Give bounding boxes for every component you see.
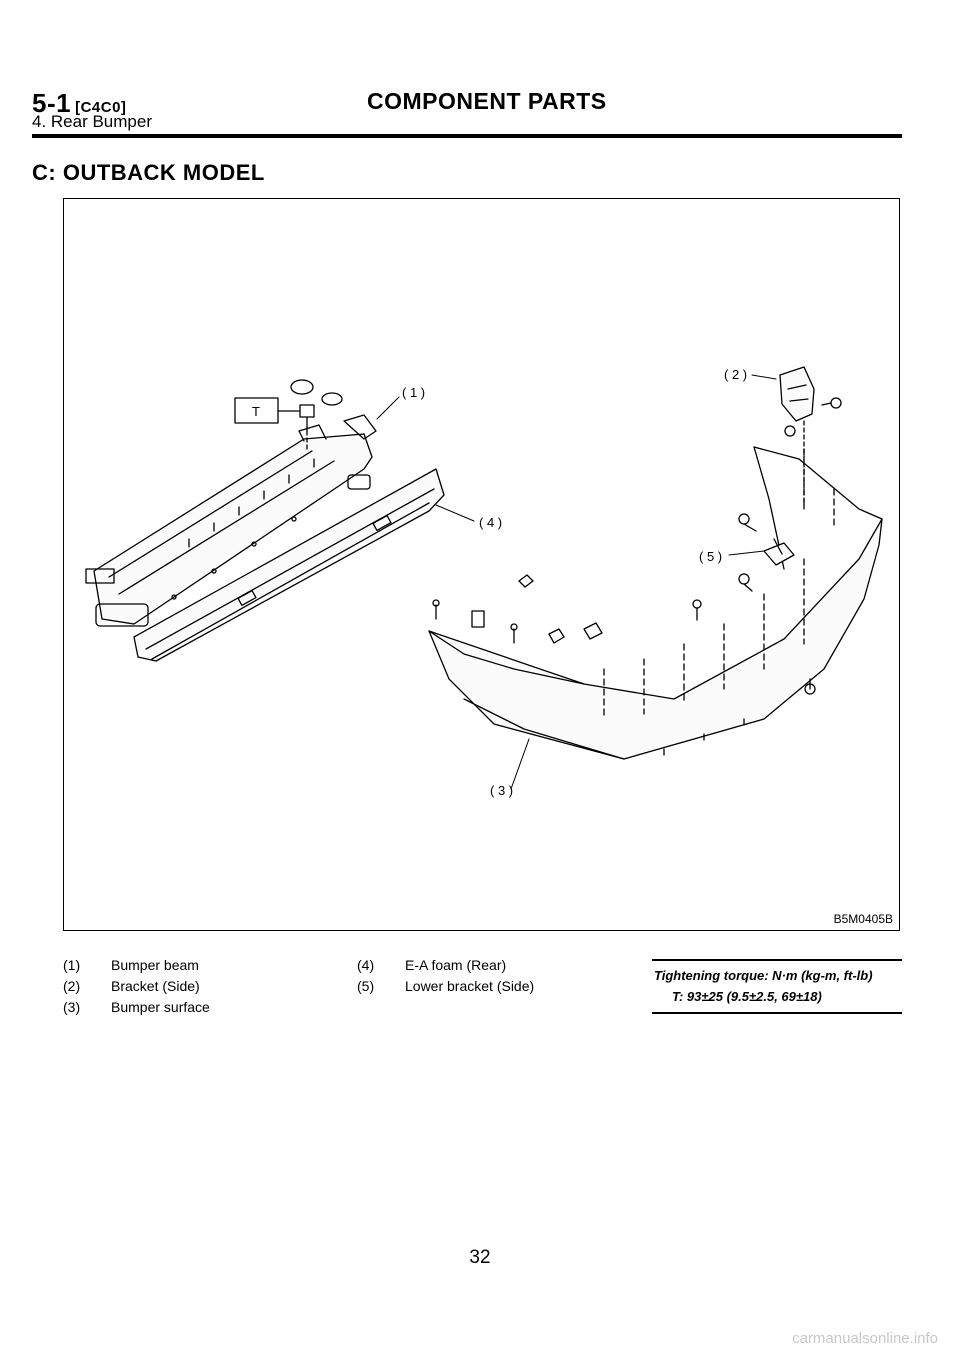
exploded-diagram — [63, 198, 900, 931]
watermark: carmanualsonline.info — [792, 1330, 938, 1347]
callout-4: ( 4 ) — [479, 515, 503, 530]
page-number: 32 — [469, 1247, 491, 1268]
legend-column-1 — [63, 955, 210, 1018]
callout-3: ( 3 ) — [490, 783, 514, 798]
legend-item: (3) Bumper surface — [63, 999, 210, 1015]
section-title: C: OUTBACK MODEL — [32, 160, 265, 185]
section-subtitle: 4. Rear Bumper — [32, 112, 152, 131]
torque-spec-box — [652, 959, 902, 1014]
header-rule — [32, 134, 902, 138]
legend-item: (5) Lower bracket (Side) — [357, 978, 535, 994]
section-code: [C4C0] — [75, 99, 127, 116]
legend-item: (4) E-A foam (Rear) — [357, 957, 507, 973]
legend-item: (2) Bracket (Side) — [63, 978, 200, 994]
side-bracket-drawing — [780, 367, 841, 509]
legend-item: (1) Bumper beam — [63, 957, 199, 973]
section-number: 5-1 — [32, 88, 72, 118]
legend-column-2 — [357, 955, 534, 997]
callout-1: ( 1 ) — [402, 385, 426, 400]
bumper-illustration — [64, 199, 899, 930]
callout-2: ( 2 ) — [724, 367, 748, 382]
figure-id: B5M0405B — [833, 912, 893, 926]
torque-value: T: 93±25 (9.5±2.5, 69±18) — [672, 989, 822, 1004]
callout-5: ( 5 ) — [699, 549, 723, 564]
bumper-surface-drawing — [429, 447, 882, 759]
torque-title: Tightening torque: N·m (kg-m, ft-lb) — [654, 968, 873, 983]
torque-marker-label: T — [252, 404, 260, 419]
page-title: COMPONENT PARTS — [367, 88, 607, 114]
